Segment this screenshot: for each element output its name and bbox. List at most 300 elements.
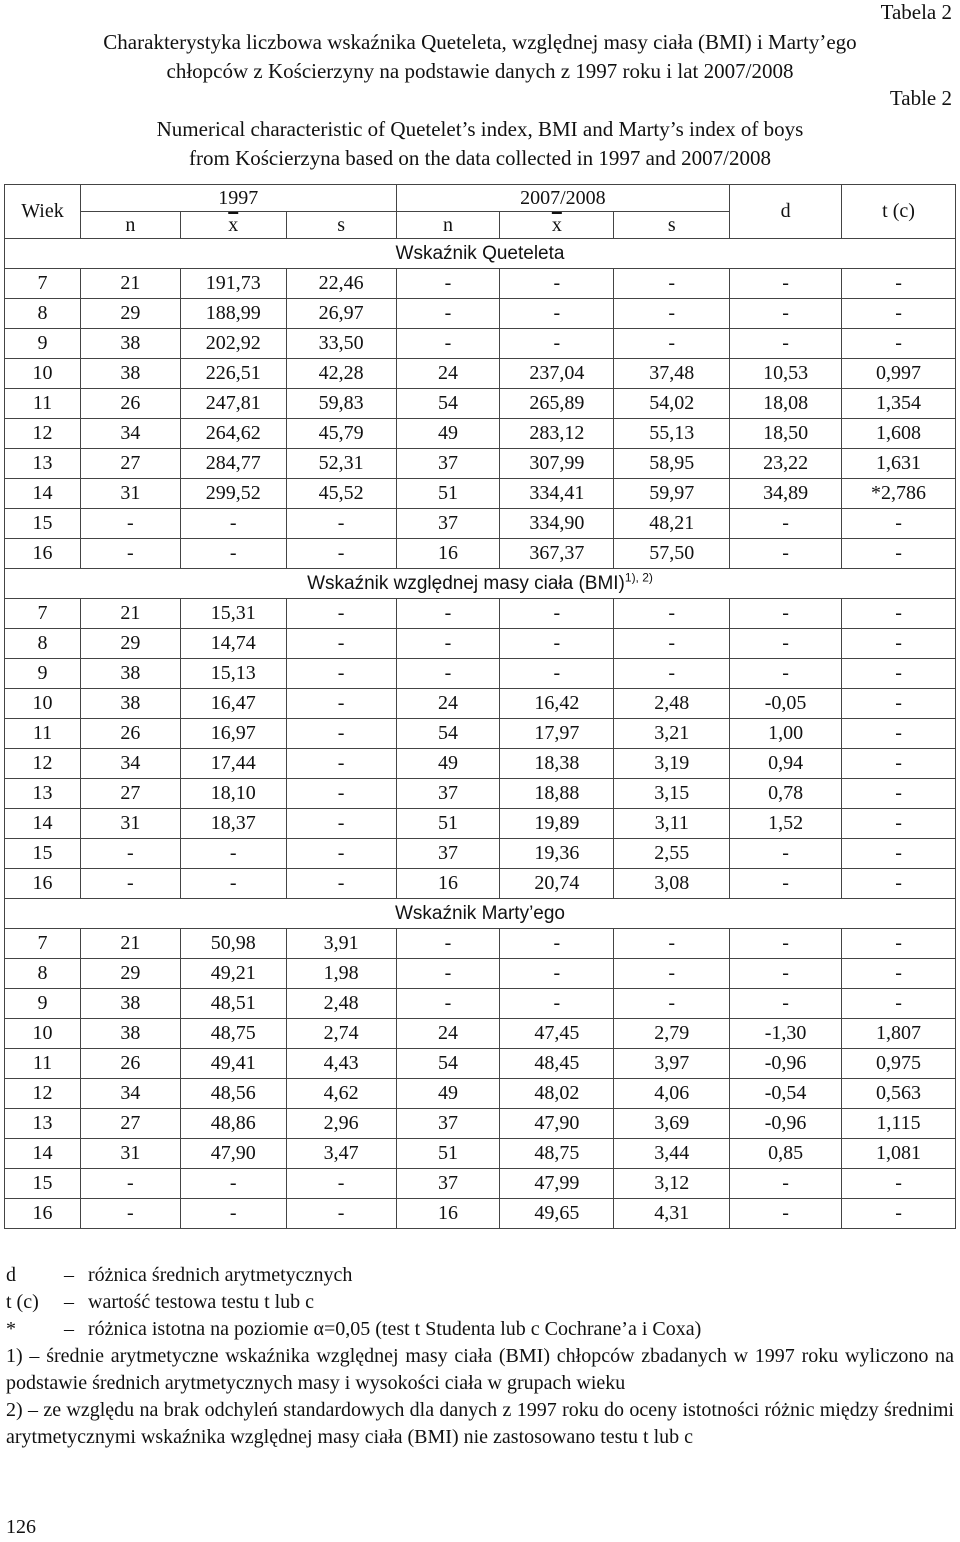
title-en-line: Numerical characteristic of Quetelet’s index, BMI and Marty’s index of boys — [156, 117, 804, 141]
table-cell: 264,62 — [180, 419, 286, 449]
table-cell: 45,52 — [286, 479, 396, 509]
table-cell: 51 — [396, 479, 500, 509]
table-cell: 34 — [80, 419, 180, 449]
table-cell: 15 — [5, 1169, 81, 1199]
table-row — [5, 1109, 956, 1139]
table-cell: 16 — [5, 1199, 81, 1229]
table-cell: - — [180, 539, 286, 569]
table-cell: 21 — [80, 599, 180, 629]
table-cell: - — [80, 1169, 180, 1199]
table-cell: 7 — [5, 599, 81, 629]
table-cell: - — [842, 659, 956, 689]
table-cell: 45,79 — [286, 419, 396, 449]
table-cell: 265,89 — [500, 389, 614, 419]
section-header-row — [5, 569, 956, 599]
table-cell: - — [730, 869, 842, 899]
table-cell: 29 — [80, 959, 180, 989]
table-cell: 8 — [5, 299, 81, 329]
title-en — [0, 115, 960, 173]
legend-row — [6, 1316, 954, 1343]
table-cell: 12 — [5, 749, 81, 779]
table-cell: 2,79 — [614, 1019, 730, 1049]
title-en-line: from Kościerzyna based on the data collected in 1997 and 2007/2008 — [189, 146, 771, 170]
table-cell: 54 — [396, 389, 500, 419]
table-row — [5, 419, 956, 449]
table-cell: 18,50 — [730, 419, 842, 449]
table-cell: 51 — [396, 809, 500, 839]
table-cell: - — [730, 629, 842, 659]
table-cell: 48,51 — [180, 989, 286, 1019]
table-cell: 1,354 — [842, 389, 956, 419]
table-cell: 49 — [396, 419, 500, 449]
table-row — [5, 1079, 956, 1109]
table-cell: 15,31 — [180, 599, 286, 629]
table-cell: 202,92 — [180, 329, 286, 359]
table-cell: 1,00 — [730, 719, 842, 749]
table-cell: - — [500, 959, 614, 989]
table-cell: 31 — [80, 479, 180, 509]
table-cell: 0,94 — [730, 749, 842, 779]
table-cell: 3,69 — [614, 1109, 730, 1139]
table-cell: 4,43 — [286, 1049, 396, 1079]
table-cell: 26,97 — [286, 299, 396, 329]
table-cell: 3,47 — [286, 1139, 396, 1169]
table-row — [5, 929, 956, 959]
table-cell: - — [286, 839, 396, 869]
table-cell: 51 — [396, 1139, 500, 1169]
notes — [6, 1262, 954, 1451]
table-cell: 13 — [5, 449, 81, 479]
table-cell: 48,21 — [614, 509, 730, 539]
table-cell: 49,41 — [180, 1049, 286, 1079]
table-cell: - — [80, 1199, 180, 1229]
legend-key: d — [6, 1264, 16, 1286]
table-row — [5, 359, 956, 389]
table-cell: 14 — [5, 809, 81, 839]
table-cell: - — [396, 989, 500, 1019]
table-cell: 37 — [396, 509, 500, 539]
table-cell: 38 — [80, 659, 180, 689]
table-cell: - — [614, 959, 730, 989]
table-cell: 1,631 — [842, 449, 956, 479]
table-cell: 31 — [80, 1139, 180, 1169]
table-cell: 34 — [80, 1079, 180, 1109]
table-cell: 27 — [80, 449, 180, 479]
table-cell: -0,96 — [730, 1049, 842, 1079]
table-cell: - — [286, 749, 396, 779]
section-title-text: Wskaźnik Marty’ego — [395, 903, 565, 924]
table-cell: 226,51 — [180, 359, 286, 389]
table-cell: - — [730, 599, 842, 629]
table-cell: 38 — [80, 329, 180, 359]
table-cell: 3,15 — [614, 779, 730, 809]
footnote-2: 2) – ze względu na brak odchyleń standardowych dla danych z 1997 roku do oceny istotności różnic między średnimi arytmetycznymi wskaźnika względnej masy ciała (BMI) nie zastosowano testu t lub c — [6, 1399, 954, 1448]
table-cell: 367,37 — [500, 539, 614, 569]
table-cell: - — [396, 929, 500, 959]
legend-dash: – — [64, 1264, 74, 1286]
table-cell: 0,997 — [842, 359, 956, 389]
table-cell: 49 — [396, 1079, 500, 1109]
table-cell: 34,89 — [730, 479, 842, 509]
table-cell: 9 — [5, 329, 81, 359]
table-cell: - — [286, 599, 396, 629]
section-title — [5, 899, 956, 929]
table-cell: 15,13 — [180, 659, 286, 689]
table-row — [5, 749, 956, 779]
table-cell: 37,48 — [614, 359, 730, 389]
table-cell: 29 — [80, 629, 180, 659]
table-cell: - — [500, 269, 614, 299]
table-cell: 2,48 — [614, 689, 730, 719]
table-cell: - — [842, 509, 956, 539]
table-cell: 37 — [396, 839, 500, 869]
table-cell: -0,05 — [730, 689, 842, 719]
table-cell: 11 — [5, 719, 81, 749]
table-cell: 54 — [396, 719, 500, 749]
section-footnote-ref: 1), 2) — [624, 570, 653, 585]
table-row — [5, 269, 956, 299]
table-row — [5, 1169, 956, 1199]
section-header-row — [5, 239, 956, 269]
table-cell: 21 — [80, 269, 180, 299]
table-cell: 16 — [396, 1199, 500, 1229]
table-cell: - — [286, 659, 396, 689]
table-cell: 12 — [5, 419, 81, 449]
table-cell: 54 — [396, 1049, 500, 1079]
footnote-1: 1) – średnie arytmetyczne wskaźnika względnej masy ciała (BMI) chłopców zbadanych w 1997 roku wyliczono na podstawie średnich arytmetycznych masy i wysokości ciała w grupach wieku — [6, 1345, 954, 1394]
table-cell: 16,97 — [180, 719, 286, 749]
table-cell: 16,42 — [500, 689, 614, 719]
table-cell: 3,91 — [286, 929, 396, 959]
table-cell: - — [842, 989, 956, 1019]
table-cell: 1,98 — [286, 959, 396, 989]
table-cell: 334,41 — [500, 479, 614, 509]
mean-symbol: $\overline{x}$ — [228, 214, 239, 236]
table-cell: - — [180, 869, 286, 899]
table-row — [5, 779, 956, 809]
table-cell: 247,81 — [180, 389, 286, 419]
table-cell: 1,115 — [842, 1109, 956, 1139]
table-cell: - — [842, 599, 956, 629]
table-cell: - — [842, 1169, 956, 1199]
table-row — [5, 1199, 956, 1229]
table-cell: 11 — [5, 389, 81, 419]
table-cell: 15 — [5, 509, 81, 539]
table-cell: 2,48 — [286, 989, 396, 1019]
table-cell: 4,62 — [286, 1079, 396, 1109]
table-row — [5, 689, 956, 719]
table-cell: 2,96 — [286, 1109, 396, 1139]
table-cell: 2,55 — [614, 839, 730, 869]
table-cell: 20,74 — [500, 869, 614, 899]
table-cell: 47,90 — [180, 1139, 286, 1169]
table-cell: 3,19 — [614, 749, 730, 779]
table-cell: - — [842, 779, 956, 809]
table-cell: 14,74 — [180, 629, 286, 659]
page-number: 126 — [6, 1516, 36, 1538]
table-cell: 1,52 — [730, 809, 842, 839]
table-cell: 42,28 — [286, 359, 396, 389]
table-cell: - — [80, 539, 180, 569]
table-row — [5, 299, 956, 329]
section-title — [5, 239, 956, 269]
table-cell: 48,86 — [180, 1109, 286, 1139]
table-cell: 59,97 — [614, 479, 730, 509]
table-cell: 16 — [396, 539, 500, 569]
table-cell: - — [730, 1199, 842, 1229]
data-table — [4, 184, 956, 1229]
table-cell: 49,21 — [180, 959, 286, 989]
table-cell: 2,74 — [286, 1019, 396, 1049]
table-cell: 38 — [80, 989, 180, 1019]
table-cell: - — [80, 869, 180, 899]
table-cell: -0,96 — [730, 1109, 842, 1139]
table-cell: 18,38 — [500, 749, 614, 779]
table-cell: 19,89 — [500, 809, 614, 839]
table-cell: 21 — [80, 929, 180, 959]
table-cell: 13 — [5, 779, 81, 809]
title-pl-line: chłopców z Kościerzyny na podstawie danych z 1997 roku i lat 2007/2008 — [166, 59, 794, 83]
table-row — [5, 389, 956, 419]
table-row — [5, 539, 956, 569]
table-cell: 1,807 — [842, 1019, 956, 1049]
table-cell: - — [842, 719, 956, 749]
table-cell: - — [842, 269, 956, 299]
table-cell: - — [614, 929, 730, 959]
table-cell: -0,54 — [730, 1079, 842, 1109]
table-label-pl: Tabela 2 — [880, 0, 952, 24]
table-cell: - — [614, 599, 730, 629]
table-cell: - — [286, 629, 396, 659]
table-cell: - — [730, 299, 842, 329]
table-cell: - — [842, 749, 956, 779]
table-row — [5, 989, 956, 1019]
table-cell: - — [286, 869, 396, 899]
table-cell: 1,608 — [842, 419, 956, 449]
legend-dash: – — [64, 1291, 74, 1313]
table-cell: 14 — [5, 1139, 81, 1169]
table-cell: - — [396, 269, 500, 299]
table-cell: - — [730, 329, 842, 359]
table-cell: - — [842, 809, 956, 839]
table-cell: 57,50 — [614, 539, 730, 569]
legend-key: * — [6, 1318, 16, 1340]
table-cell: 7 — [5, 269, 81, 299]
table-cell: - — [286, 1169, 396, 1199]
table-cell: 58,95 — [614, 449, 730, 479]
table-row — [5, 449, 956, 479]
table-cell: 16 — [396, 869, 500, 899]
table-cell: - — [730, 509, 842, 539]
table-cell: - — [842, 329, 956, 359]
section-title-text: Wskaźnik względnej masy ciała (BMI) — [307, 573, 625, 594]
table-cell: 4,06 — [614, 1079, 730, 1109]
table-cell: 48,02 — [500, 1079, 614, 1109]
table-cell: 299,52 — [180, 479, 286, 509]
table-cell: 16 — [5, 869, 81, 899]
legend-row — [6, 1289, 954, 1316]
legend-row — [6, 1262, 954, 1289]
table-cell: 3,12 — [614, 1169, 730, 1199]
table-row — [5, 329, 956, 359]
table-cell: 0,975 — [842, 1049, 956, 1079]
table-cell: 38 — [80, 1019, 180, 1049]
table-cell: - — [396, 629, 500, 659]
table-cell: - — [730, 929, 842, 959]
table-cell: - — [500, 929, 614, 959]
table-cell: 0,85 — [730, 1139, 842, 1169]
table-body — [5, 239, 956, 1229]
table-cell: 48,45 — [500, 1049, 614, 1079]
table-row — [5, 719, 956, 749]
header-mean — [180, 212, 286, 239]
table-cell: 47,45 — [500, 1019, 614, 1049]
table-cell: 24 — [396, 689, 500, 719]
table-cell: 8 — [5, 959, 81, 989]
table-cell: - — [396, 659, 500, 689]
table-cell: - — [396, 959, 500, 989]
table-row — [5, 509, 956, 539]
table-cell: - — [730, 959, 842, 989]
table-cell: 49,65 — [500, 1199, 614, 1229]
header-s: s — [286, 212, 396, 239]
header-d: d — [730, 185, 842, 239]
table-cell: 18,88 — [500, 779, 614, 809]
header-year-1997: 1997 — [80, 185, 396, 212]
table-cell: - — [286, 509, 396, 539]
title-pl — [0, 28, 960, 86]
table-row — [5, 1139, 956, 1169]
table-cell: 188,99 — [180, 299, 286, 329]
table-cell: - — [180, 839, 286, 869]
table-cell: - — [286, 689, 396, 719]
table-cell: 11 — [5, 1049, 81, 1079]
table-cell: - — [842, 689, 956, 719]
header-age: Wiek — [5, 185, 81, 239]
table-cell: - — [842, 629, 956, 659]
section-header-row — [5, 899, 956, 929]
table-cell: 37 — [396, 1169, 500, 1199]
table-row — [5, 479, 956, 509]
table-cell: 18,37 — [180, 809, 286, 839]
table-cell: 10 — [5, 1019, 81, 1049]
table-cell: 0,563 — [842, 1079, 956, 1109]
table-cell: - — [396, 329, 500, 359]
table-cell: 34 — [80, 749, 180, 779]
table-cell: 334,90 — [500, 509, 614, 539]
table-cell: 59,83 — [286, 389, 396, 419]
table-cell: 27 — [80, 1109, 180, 1139]
legend-text: różnica średnich arytmetycznych — [88, 1264, 353, 1286]
legend-text: wartość testowa testu t lub c — [88, 1291, 315, 1313]
table-cell: - — [842, 959, 956, 989]
header-mean — [500, 212, 614, 239]
table-cell: - — [286, 1199, 396, 1229]
table-cell: 33,50 — [286, 329, 396, 359]
table-cell: 50,98 — [180, 929, 286, 959]
table-cell: - — [500, 599, 614, 629]
table-cell: - — [80, 839, 180, 869]
table-cell: 48,75 — [500, 1139, 614, 1169]
table-cell: 15 — [5, 839, 81, 869]
table-cell: 0,78 — [730, 779, 842, 809]
mean-symbol: $\overline{x}$ — [551, 214, 562, 236]
table-cell: 29 — [80, 299, 180, 329]
table-cell: 52,31 — [286, 449, 396, 479]
legend-key: t (c) — [6, 1291, 39, 1313]
table-cell: - — [614, 329, 730, 359]
table-cell: 17,97 — [500, 719, 614, 749]
table-cell: - — [500, 629, 614, 659]
table-cell: 37 — [396, 779, 500, 809]
table-cell: - — [180, 509, 286, 539]
table-cell: 8 — [5, 629, 81, 659]
table-cell: 12 — [5, 1079, 81, 1109]
table-cell: 55,13 — [614, 419, 730, 449]
table-cell: 18,08 — [730, 389, 842, 419]
table-cell: - — [730, 839, 842, 869]
table-cell: 31 — [80, 809, 180, 839]
header-t: t (c) — [842, 185, 956, 239]
section-title-text: Wskaźnik Queteleta — [395, 243, 565, 264]
table-cell: -1,30 — [730, 1019, 842, 1049]
table-cell: 27 — [80, 779, 180, 809]
table-cell: 38 — [80, 689, 180, 719]
table-label-en: Table 2 — [889, 86, 952, 110]
table-row — [5, 869, 956, 899]
table-cell: 49 — [396, 749, 500, 779]
table-cell: - — [614, 269, 730, 299]
table-cell: 47,99 — [500, 1169, 614, 1199]
header-n: n — [80, 212, 180, 239]
table-cell: 48,75 — [180, 1019, 286, 1049]
table-cell: - — [842, 299, 956, 329]
table-cell: - — [80, 509, 180, 539]
table-cell: 54,02 — [614, 389, 730, 419]
table-cell: - — [500, 659, 614, 689]
table-cell: 26 — [80, 389, 180, 419]
table-cell: - — [730, 269, 842, 299]
table-cell: 13 — [5, 1109, 81, 1139]
table-cell: 3,97 — [614, 1049, 730, 1079]
table-cell: 3,21 — [614, 719, 730, 749]
table-cell: - — [286, 779, 396, 809]
table-cell: - — [286, 719, 396, 749]
table-cell: - — [842, 839, 956, 869]
table-cell: - — [730, 989, 842, 1019]
table-row — [5, 959, 956, 989]
table-cell: 24 — [396, 1019, 500, 1049]
table-cell: - — [614, 629, 730, 659]
legend-dash: – — [64, 1318, 74, 1340]
table-cell: 307,99 — [500, 449, 614, 479]
table-cell: - — [396, 599, 500, 629]
title-pl-line: Charakterystyka liczbowa wskaźnika Queteleta, względnej masy ciała (BMI) i Marty’ego — [103, 30, 857, 54]
table-cell: 16,47 — [180, 689, 286, 719]
table-cell: - — [500, 329, 614, 359]
table-cell: - — [614, 659, 730, 689]
table-cell: - — [730, 1169, 842, 1199]
table-cell: 19,36 — [500, 839, 614, 869]
table-cell: - — [500, 989, 614, 1019]
table-cell: 191,73 — [180, 269, 286, 299]
table-cell: - — [842, 1199, 956, 1229]
header-year-2007: 2007/2008 — [396, 185, 730, 212]
header-n: n — [396, 212, 500, 239]
table-cell: 3,08 — [614, 869, 730, 899]
table-row — [5, 1049, 956, 1079]
table-cell: 10 — [5, 359, 81, 389]
